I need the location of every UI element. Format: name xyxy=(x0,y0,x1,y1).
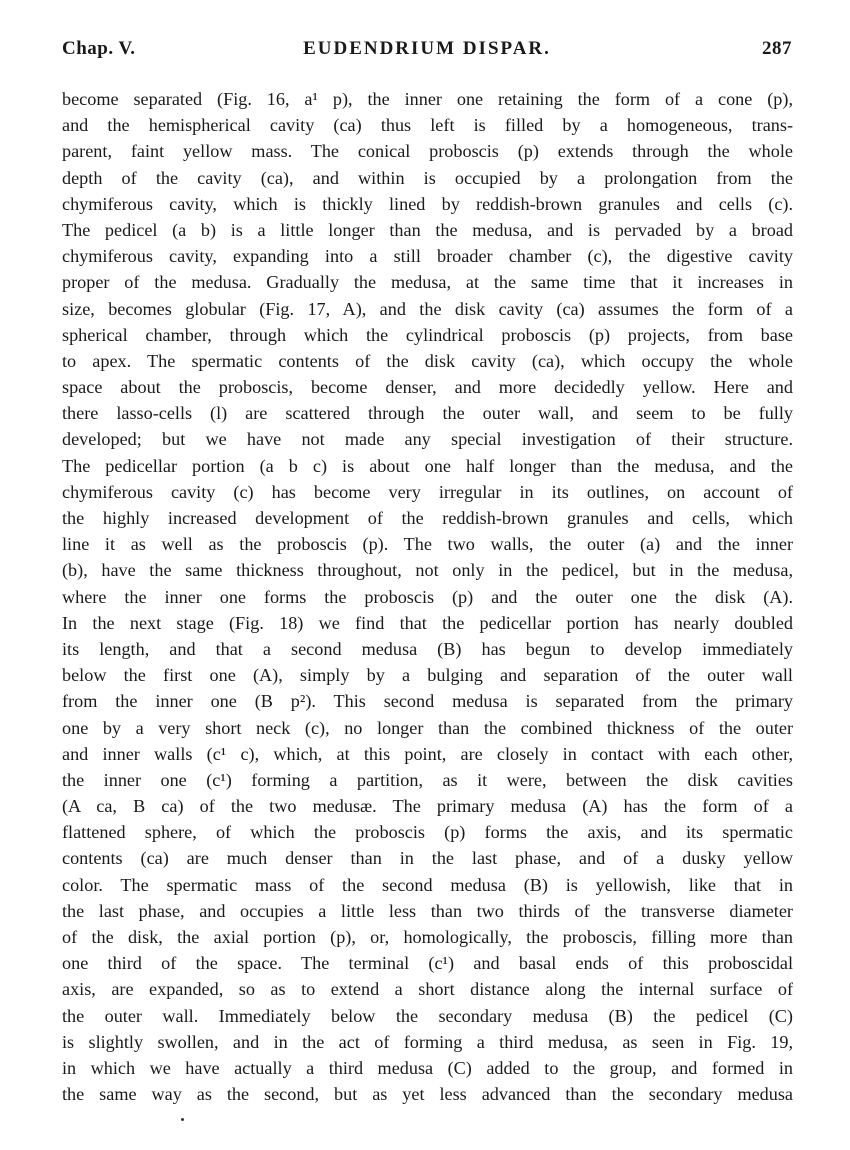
text-line: of the disk, the axial portion (p), or, homologically, the proboscis, filling more than xyxy=(62,927,793,947)
text-line: parent, faint yellow mass. The conical proboscis (p) extends through the whole xyxy=(62,141,793,162)
text-line: the outer wall. Immediately below the secondary medusa (B) the pedicel (C) xyxy=(62,1005,793,1026)
print-speck xyxy=(181,1118,184,1121)
text-line: the highly increased development of the reddish-brown granules and cells, which xyxy=(62,508,793,528)
page-number: 287 xyxy=(762,38,792,59)
text-line: one third of the space. The terminal (c¹) and basal ends of this proboscidal xyxy=(62,953,793,974)
text-line: from the inner one (B p²). This second medusa is separated from the primary xyxy=(62,691,793,712)
text-line: (b), have the same thickness throughout, not only in the pedicel, but in the medusa, xyxy=(62,560,793,581)
text-line: flattened sphere, of which the proboscis (p) forms the axis, and its spermatic xyxy=(62,822,793,843)
text-line: The pedicellar portion (a b c) is about one half longer than the medusa, and the xyxy=(62,455,793,476)
running-title: EUDENDRIUM DISPAR. xyxy=(303,38,551,59)
text-line: space about the proboscis, become denser, and more decidedly yellow. Here and xyxy=(62,377,793,398)
text-line: the same way as the second, but as yet less advanced than the secondary medusa xyxy=(62,1084,793,1105)
text-line: the last phase, and occupies a little less than two thirds of the transverse diameter xyxy=(62,900,793,921)
text-line: contents (ca) are much denser than in the last phase, and of a dusky yellow xyxy=(62,848,793,869)
text-line: its length, and that a second medusa (B) has begun to develop immediately xyxy=(62,638,793,659)
text-line: The pedicel (a b) is a little longer than the medusa, and is pervaded by a broad xyxy=(62,219,793,240)
text-line: depth of the cavity (ca), and within is occupied by a prolongation from the xyxy=(62,167,793,188)
text-line: chymiferous cavity, expanding into a still broader chamber (c), the digestive cavity xyxy=(62,246,793,267)
text-line: where the inner one forms the proboscis (p) and the outer one the disk (A). xyxy=(62,586,793,607)
text-line: (A ca, B ca) of the two medusæ. The primary medusa (A) has the form of a xyxy=(62,796,793,817)
text-line: chymiferous cavity (c) has become very irregular in its outlines, on account of xyxy=(62,481,793,502)
text-line: there lasso-cells (l) are scattered through the outer wall, and seem to be fully xyxy=(62,403,793,424)
text-line: and inner walls (c¹ c), which, at this point, are closely in contact with each other, xyxy=(62,743,793,764)
text-line: In the next stage (Fig. 18) we find that the pedicellar portion has nearly doubled xyxy=(62,612,793,633)
text-line: color. The spermatic mass of the second medusa (B) is yellowish, like that in xyxy=(62,874,793,895)
text-line: spherical chamber, through which the cylindrical proboscis (p) projects, from base xyxy=(62,324,793,345)
text-line: and the hemispherical cavity (ca) thus left is filled by a homogeneous, trans- xyxy=(62,115,793,136)
text-line: proper of the medusa. Gradually the medusa, at the same time that it increases in xyxy=(62,272,793,293)
text-line: chymiferous cavity, which is thickly lined by reddish-brown granules and cells (c). xyxy=(62,193,793,214)
text-line: is slightly swollen, and in the act of forming a third medusa, as seen in Fig. 19, xyxy=(62,1031,793,1052)
body-text xyxy=(62,86,793,1107)
text-line: axis, are expanded, so as to extend a short distance along the internal surface of xyxy=(62,979,793,1000)
text-line: the inner one (c¹) forming a partition, as it were, between the disk cavities xyxy=(62,769,793,790)
text-line: developed; but we have not made any special investigation of their structure. xyxy=(62,429,793,450)
text-line: below the first one (A), simply by a bulging and separation of the outer wall xyxy=(62,665,793,686)
text-line: become separated (Fig. 16, a¹ p), the inner one retaining the form of a cone (p), xyxy=(62,89,793,109)
text-line: size, becomes globular (Fig. 17, A), and the disk cavity (ca) assumes the form of a xyxy=(62,298,793,319)
text-line: in which we have actually a third medusa (C) added to the group, and formed in xyxy=(62,1057,793,1078)
text-line: one by a very short neck (c), no longer than the combined thickness of the outer xyxy=(62,717,793,738)
text-line: to apex. The spermatic contents of the disk cavity (ca), which occupy the whole xyxy=(62,350,793,371)
text-line: line it as well as the proboscis (p). The two walls, the outer (a) and the inner xyxy=(62,534,793,555)
chapter-label: Chap. V. xyxy=(62,38,136,59)
running-head xyxy=(62,38,792,64)
